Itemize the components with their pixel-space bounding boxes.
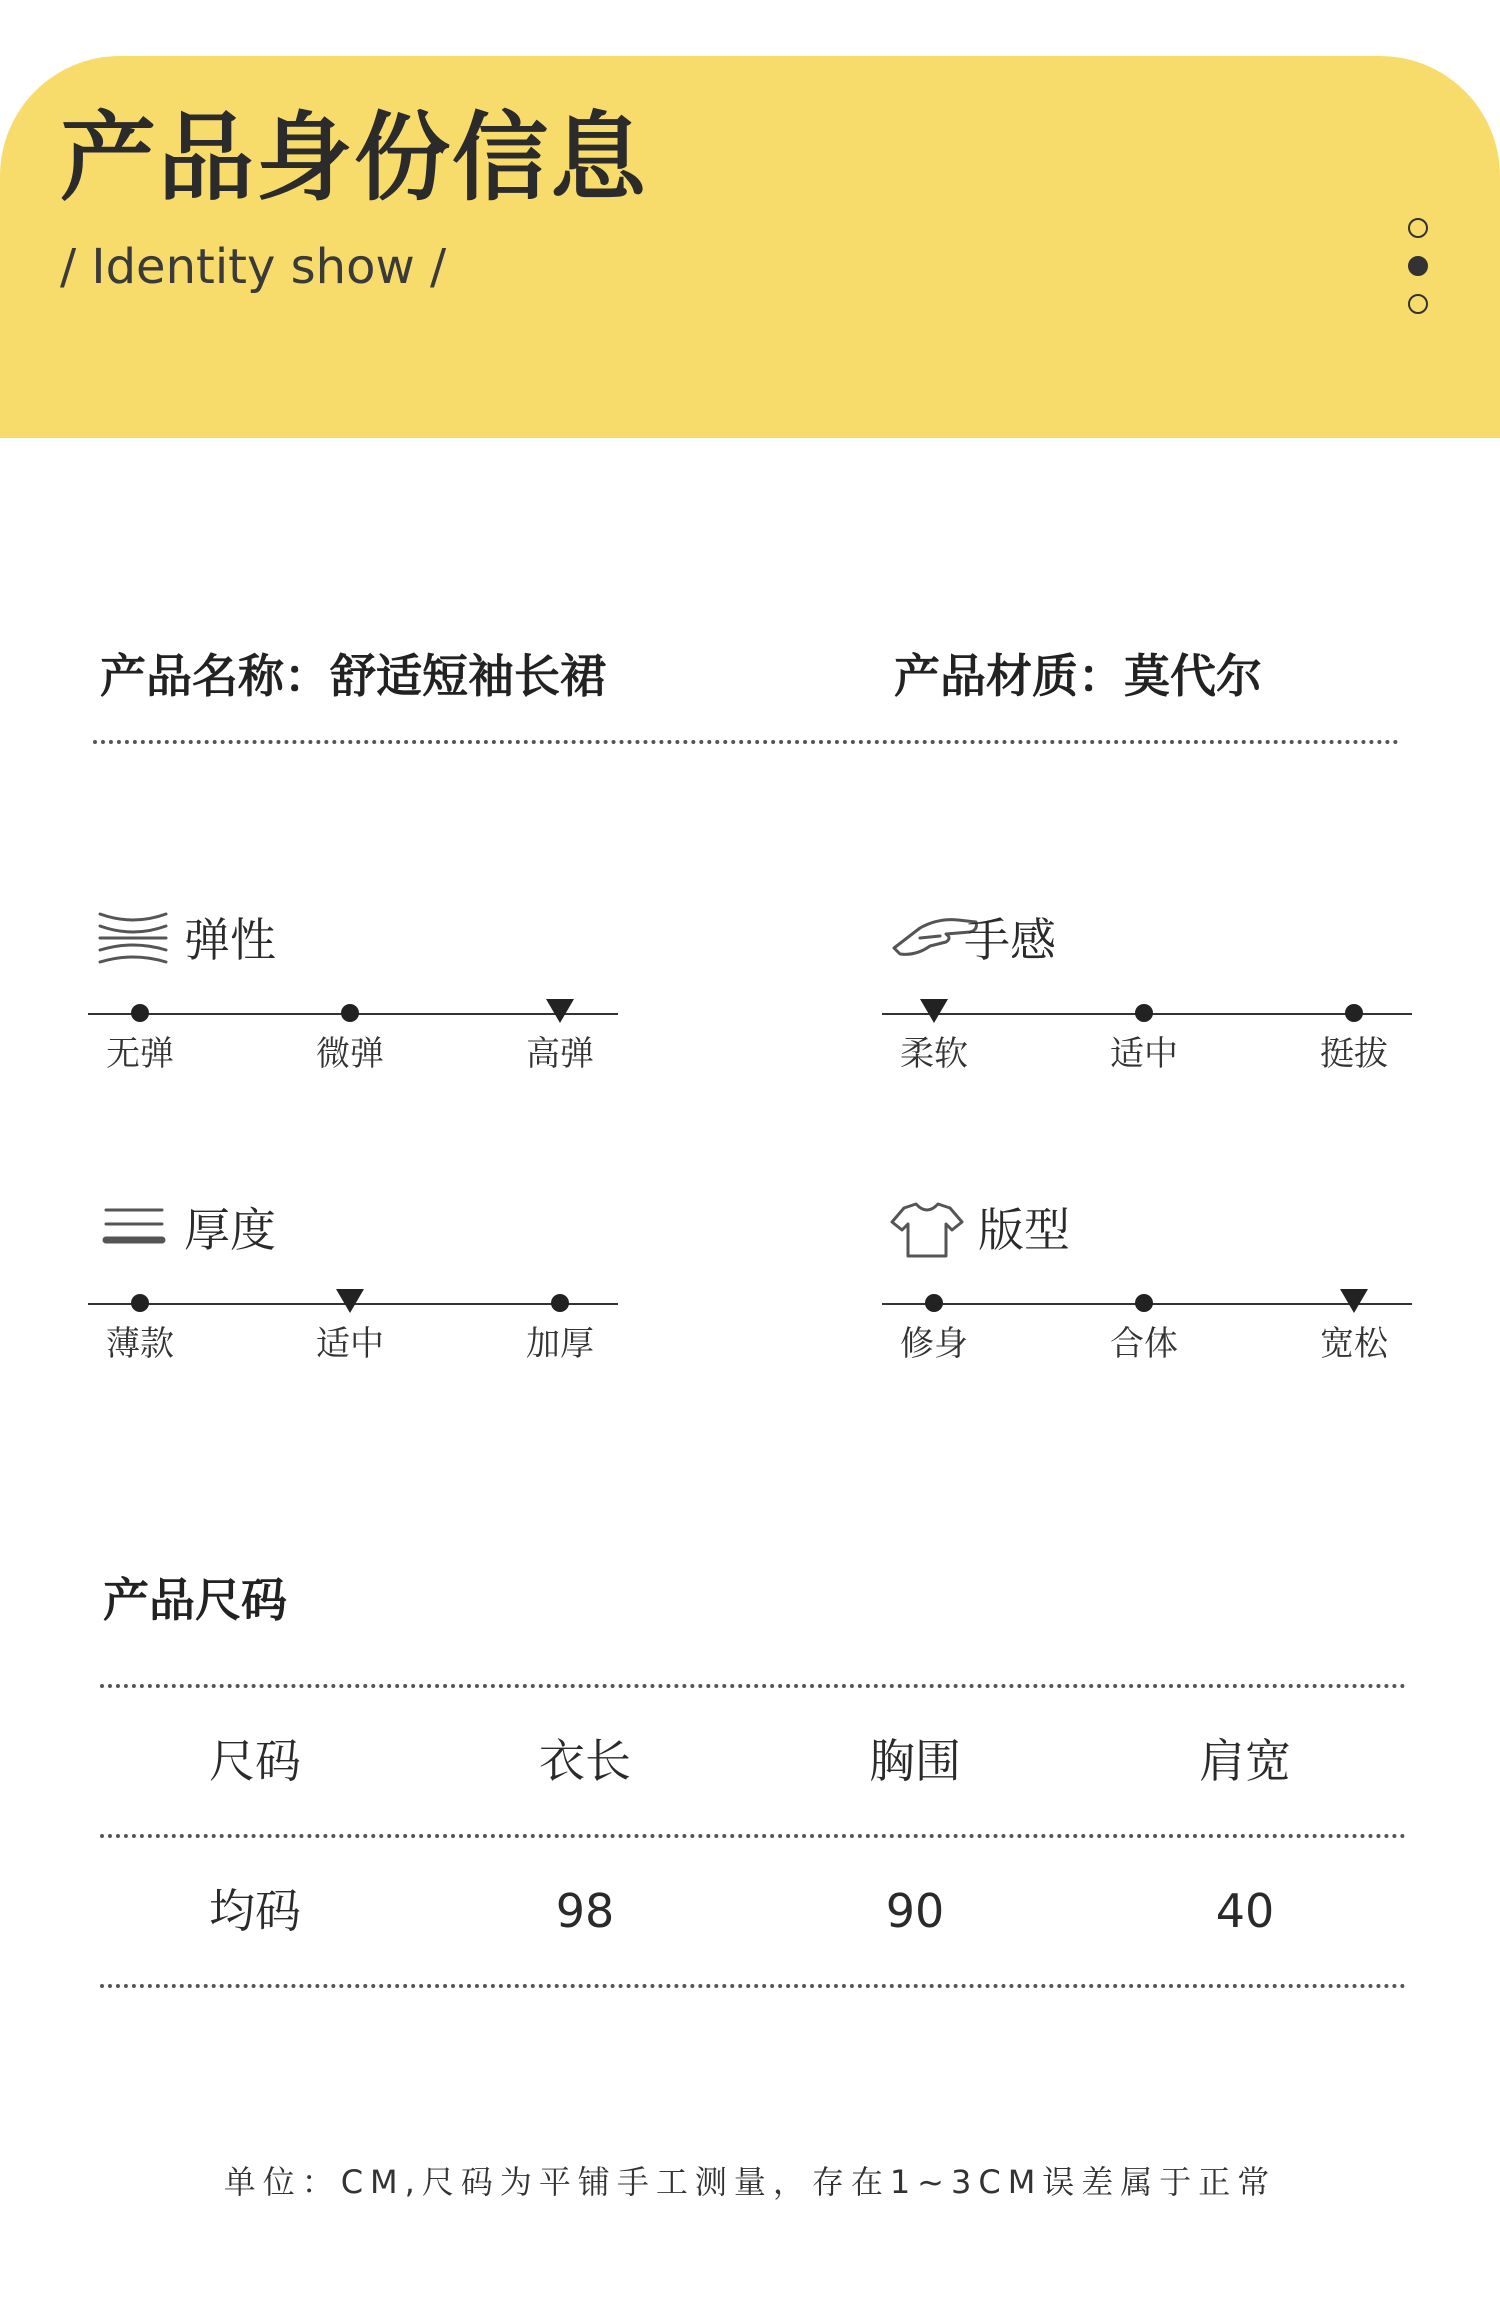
table-cell: 90 [885, 1884, 945, 1938]
scale-marker-selected [330, 1287, 370, 1321]
wave-lines-icon [96, 908, 170, 972]
page-dot-2[interactable] [1408, 256, 1428, 276]
page-dot-1[interactable] [1408, 218, 1428, 238]
table-divider [100, 1834, 1406, 1838]
divider [93, 740, 1399, 744]
table-header-row [100, 1734, 1406, 1798]
scale-marker-selected [540, 997, 580, 1031]
scale-marker [914, 1287, 954, 1321]
attr-title: 厚度 [184, 1203, 276, 1257]
scale-label: 宽松 [1320, 1324, 1388, 1364]
table-divider-bottom [100, 1984, 1406, 1988]
table-header-cell: 衣长 [539, 1734, 631, 1788]
attr-title: 手感 [964, 913, 1056, 967]
hand-icon [890, 908, 964, 972]
scale-label: 合体 [1110, 1324, 1178, 1364]
scale [882, 1287, 1412, 1377]
layers-icon [96, 1198, 170, 1262]
attr-fit [882, 1195, 1412, 1375]
scale [88, 1287, 618, 1377]
size-section-title: 产品尺码 [103, 1573, 287, 1627]
scale-marker [1124, 1287, 1164, 1321]
scale-label: 加厚 [526, 1324, 594, 1364]
measurement-note: 单位：CM,尺码为平铺手工测量，存在1~3CM误差属于正常 [223, 2163, 1277, 2201]
scale-label: 适中 [1110, 1034, 1178, 1074]
scale-label: 修身 [900, 1324, 968, 1364]
scale-label: 柔软 [900, 1034, 968, 1074]
table-header-cell: 尺码 [209, 1734, 301, 1788]
pager-dots [1408, 218, 1430, 332]
table-cell: 98 [555, 1884, 615, 1938]
scale [88, 997, 618, 1087]
scale-label: 高弹 [526, 1034, 594, 1074]
scale-label: 薄款 [106, 1324, 174, 1364]
tshirt-icon [890, 1198, 964, 1262]
scale-label: 微弹 [316, 1034, 384, 1074]
scale-marker [120, 1287, 160, 1321]
table-cell: 均码 [209, 1884, 301, 1938]
scale-marker-selected [914, 997, 954, 1031]
scale-label: 无弹 [106, 1034, 174, 1074]
table-row [100, 1884, 1406, 1948]
scale-label: 适中 [316, 1324, 384, 1364]
product-name: 产品名称：舒适短袖长裙 [100, 649, 606, 703]
attr-hand-feel [882, 905, 1412, 1085]
attr-title: 版型 [978, 1203, 1070, 1257]
table-header-cell: 肩宽 [1199, 1734, 1291, 1788]
page-title: 产品身份信息 [60, 102, 648, 214]
table-divider-top [100, 1684, 1406, 1688]
table-cell: 40 [1215, 1884, 1275, 1938]
attr-elasticity [88, 905, 618, 1085]
scale-marker [1334, 997, 1374, 1031]
page-dot-3[interactable] [1408, 294, 1428, 314]
page-subtitle: / Identity show / [60, 239, 447, 295]
scale-marker [330, 997, 370, 1031]
scale-marker [1124, 997, 1164, 1031]
table-header-cell: 胸围 [869, 1734, 961, 1788]
scale-marker [540, 1287, 580, 1321]
scale-marker-selected [1334, 1287, 1374, 1321]
scale-label: 挺拔 [1320, 1034, 1388, 1074]
scale-marker [120, 997, 160, 1031]
scale [882, 997, 1412, 1087]
attr-title: 弹性 [184, 913, 276, 967]
product-material: 产品材质：莫代尔 [894, 649, 1262, 703]
attr-thickness [88, 1195, 618, 1375]
